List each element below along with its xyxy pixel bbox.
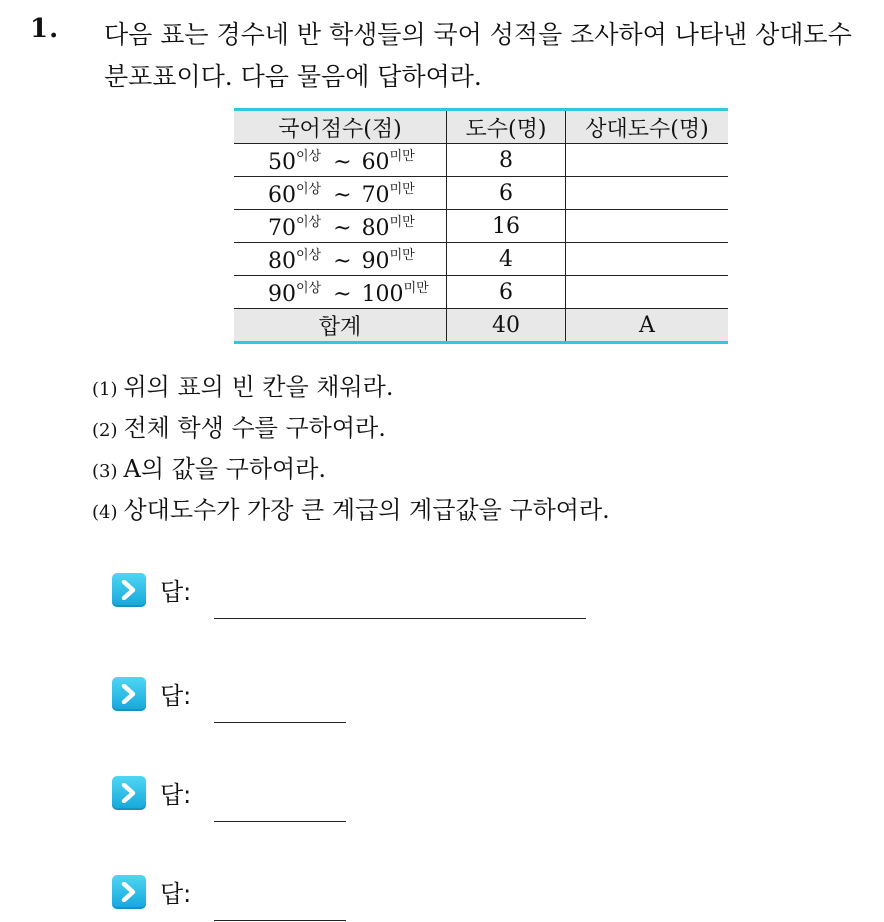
range-tilde: ~ xyxy=(333,249,352,274)
score-range-cell xyxy=(234,144,447,177)
answer-label: 답: xyxy=(160,880,192,908)
range-low-suffix: 이상 xyxy=(296,182,322,197)
score-range-cell xyxy=(234,276,447,309)
subquestion-item xyxy=(92,409,610,450)
range-high: 60 xyxy=(361,150,390,175)
range-tilde: ~ xyxy=(333,183,352,208)
range-high-suffix: 미만 xyxy=(389,182,415,197)
relative-frequency-cell xyxy=(566,144,729,177)
total-relative-frequency: A xyxy=(566,309,729,343)
total-frequency: 40 xyxy=(447,309,566,343)
range-low-suffix: 이상 xyxy=(296,248,322,263)
answer-label: 답: xyxy=(160,682,192,710)
range-low-suffix: 이상 xyxy=(296,281,322,296)
range-low: 60 xyxy=(268,183,296,208)
subquestion-text: 전체 학생 수를 구하여라. xyxy=(123,414,386,442)
subquestion-text: A의 값을 구하여라. xyxy=(123,455,327,483)
subquestion-item xyxy=(92,491,610,532)
range-low: 80 xyxy=(268,249,296,274)
subquestion-list xyxy=(92,368,610,532)
answer-line[interactable] xyxy=(214,618,586,619)
score-range-cell xyxy=(234,243,447,276)
range-tilde: ~ xyxy=(333,282,352,307)
question-number: 1. xyxy=(30,14,60,44)
chevron-right-icon xyxy=(112,776,146,810)
answer-line[interactable] xyxy=(214,722,346,723)
relative-frequency-cell xyxy=(566,243,729,276)
range-high: 100 xyxy=(361,282,404,307)
range-high-suffix: 미만 xyxy=(389,215,415,230)
frequency-cell: 8 xyxy=(447,144,566,177)
chevron-right-icon xyxy=(112,677,146,711)
frequency-cell: 6 xyxy=(447,177,566,210)
range-tilde: ~ xyxy=(333,216,352,241)
relative-frequency-cell xyxy=(566,210,729,243)
range-low-suffix: 이상 xyxy=(296,149,322,164)
range-tilde: ~ xyxy=(333,150,352,175)
subquestion-item xyxy=(92,450,610,491)
range-high-suffix: 미만 xyxy=(389,248,415,263)
table-row xyxy=(234,144,728,177)
score-range-cell xyxy=(234,210,447,243)
answer-line[interactable] xyxy=(214,821,346,822)
frequency-cell: 4 xyxy=(447,243,566,276)
subquestion-number: (3) xyxy=(92,461,118,482)
frequency-cell: 6 xyxy=(447,276,566,309)
table-row xyxy=(234,210,728,243)
answer-label: 답: xyxy=(160,781,192,809)
subquestion-number: (2) xyxy=(92,420,118,441)
range-high-suffix: 미만 xyxy=(389,149,415,164)
range-high: 70 xyxy=(361,183,390,208)
range-high: 80 xyxy=(361,216,390,241)
range-low-suffix: 이상 xyxy=(296,215,322,230)
subquestion-text: 위의 표의 빈 칸을 채워라. xyxy=(123,373,394,401)
header-frequency: 도수(명) xyxy=(447,110,566,144)
frequency-cell: 16 xyxy=(447,210,566,243)
range-low: 90 xyxy=(268,282,296,307)
header-relative-frequency: 상대도수(명) xyxy=(566,110,729,144)
frequency-table xyxy=(234,108,728,344)
table-header-row xyxy=(234,110,728,144)
chevron-right-icon xyxy=(112,573,146,607)
subquestion-number: (1) xyxy=(92,379,118,400)
relative-frequency-cell xyxy=(566,276,729,309)
table-row xyxy=(234,177,728,210)
range-high: 90 xyxy=(361,249,390,274)
relative-frequency-cell xyxy=(566,177,729,210)
subquestion-item xyxy=(92,368,610,409)
range-low: 50 xyxy=(268,150,296,175)
table-total-row xyxy=(234,309,728,343)
subquestion-number: (4) xyxy=(92,502,118,523)
range-high-suffix: 미만 xyxy=(403,281,429,296)
answer-line[interactable] xyxy=(214,920,346,921)
chevron-right-icon xyxy=(112,875,146,909)
header-score: 국어점수(점) xyxy=(234,110,447,144)
answer-label: 답: xyxy=(160,578,192,606)
question-text: 다음 표는 경수네 반 학생들의 국어 성적을 조사하여 나타낸 상대도수 분포표이다. 다음 물음에 답하여라. xyxy=(104,20,852,91)
range-low: 70 xyxy=(268,216,296,241)
table-row xyxy=(234,243,728,276)
table-row xyxy=(234,276,728,309)
subquestion-text: 상대도수가 가장 큰 계급의 계급값을 구하여라. xyxy=(123,496,610,524)
total-label: 합계 xyxy=(234,309,447,343)
score-range-cell xyxy=(234,177,447,210)
